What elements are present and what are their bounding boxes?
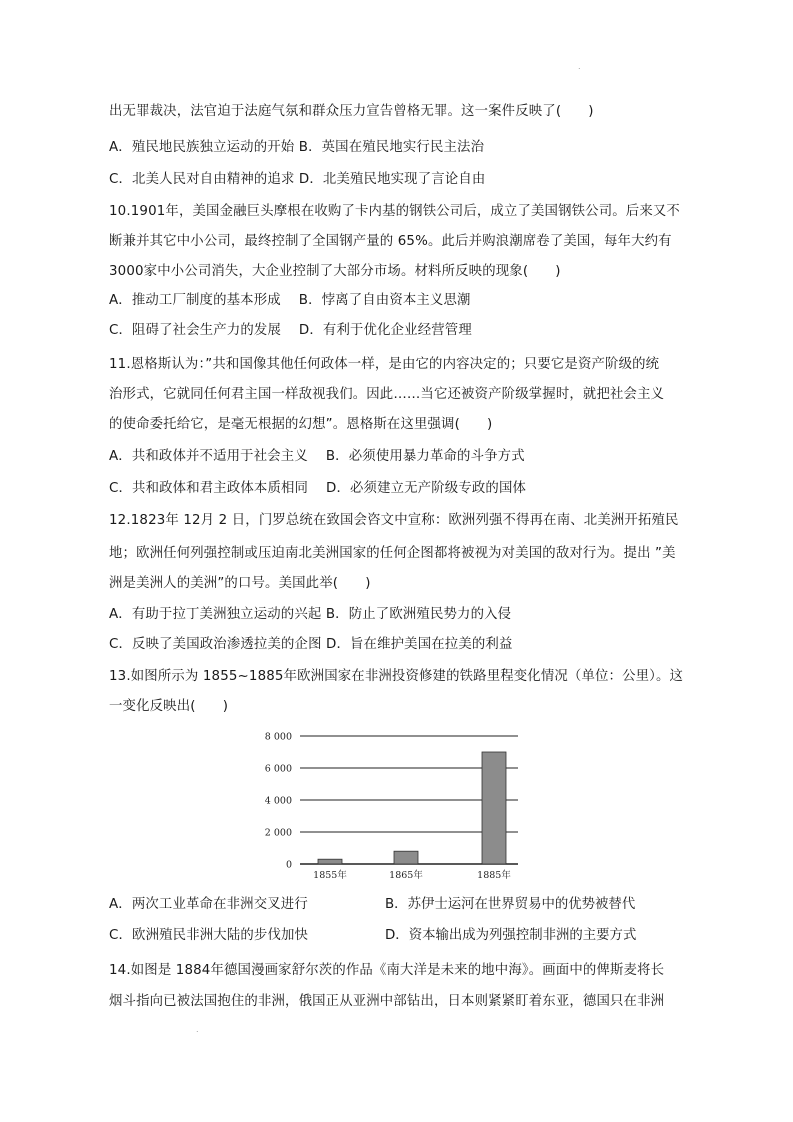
bar-1855年 (318, 859, 342, 864)
scan-mark-top: . (578, 62, 581, 71)
bar-1865年 (394, 851, 418, 864)
x-tick-label: 1865年 (389, 870, 423, 881)
q11-stem-line3: 的使命委托给它，是毫无根据的幻想”。恩格斯在这里强调( ) (109, 417, 493, 432)
q10-options-ab: A．推动工厂制度的基本形成 B．悖离了自由资本主义思潮 (109, 293, 471, 308)
y-tick-label: 8 000 (264, 731, 292, 743)
q11-options-ab: A．共和政体并不适用于社会主义 B．必须使用暴力革命的斗争方式 (109, 449, 525, 464)
x-tick-label: 1855年 (313, 870, 347, 881)
q11-stem-line2: 治形式，它就同任何君主国一样敌视我们。因此……当它还被资产阶级掌握时，就把社会主义 (109, 387, 665, 402)
q10-options-cd: C．阻碍了社会生产力的发展 D．有利于优化企业经营管理 (109, 323, 472, 338)
q12-stem-line3: 洲是美洲人的美洲”的口号。美国此举( ) (109, 576, 371, 591)
y-tick-label: 2 000 (264, 827, 292, 839)
q8-options-cd: C．北美人民对自由精神的追求 D．北美殖民地实现了言论自由 (109, 172, 486, 187)
q11-stem-line1: 11.恩格斯认为：”共和国像其他任何政体一样，是由它的内容决定的；只要它是资产阶级的统 (109, 357, 660, 372)
q10-stem-line2: 断兼并其它中小公司，最终控制了全国钢产量的 65%。此后并购浪潮席卷了美国，每年大约有 (109, 234, 672, 249)
railway-mileage-bar-chart (250, 726, 540, 886)
q12-stem-line1: 12.1823年 12月 2 日，门罗总统在致国会咨文中宣称：欧洲列强不得再在南、北美洲开拓殖民 (109, 513, 679, 528)
scan-mark-bottom: . (196, 1025, 199, 1034)
q11-options-cd: C．共和政体和君主政体本质相同 D．必须建立无产阶级专政的国体 (109, 481, 527, 496)
chart-x-tick-labels (313, 869, 511, 881)
bar-1885年 (482, 752, 506, 864)
q13-stem-line2: 一变化反映出( ) (109, 699, 229, 714)
q8-options-ab: A．殖民地民族独立运动的开始 B．英国在殖民地实行民主法治 (109, 140, 485, 155)
q14-stem-line1: 14.如图是 1884年德国漫画家舒尔茨的作品《南大洋是未来的地中海》。画面中的俾斯麦将长 (109, 963, 665, 978)
y-tick-label: 6 000 (264, 763, 292, 775)
chart-bars (318, 752, 506, 864)
q13-stem-line1: 13.如图所示为 1855~1885年欧洲国家在非洲投资修建的铁路里程变化情况（单位：公里）。这 (109, 669, 684, 684)
y-tick-label: 4 000 (264, 795, 292, 807)
q8-continuation: 出无罪裁决，法官迫于法庭气氛和群众压力宣告曾格无罪。这一案件反映了( ) (109, 104, 594, 119)
q10-stem-line3: 3000家中小公司消失，大企业控制了大部分市场。材料所反映的现象( ) (109, 264, 561, 279)
q12-options-cd: C．反映了美国政治渗透拉美的企图 D．旨在维护美国在拉美的利益 (109, 637, 513, 652)
x-tick-label: 1885年 (477, 870, 511, 881)
y-tick-label: 0 (285, 859, 292, 871)
q13-option-d: D．资本输出成为列强控制非洲的主要方式 (385, 928, 637, 943)
q13-option-c: C．欧洲殖民非洲大陆的步伐加快 (109, 928, 309, 943)
q14-stem-line2: 烟斗指向已被法国抱住的非洲，俄国正从亚洲中部钻出，日本则紧紧盯着东亚，德国只在非洲 (109, 994, 665, 1009)
q13-option-a: A．两次工业革命在非洲交叉进行 (109, 897, 308, 912)
q12-stem-line2: 地；欧洲任何列强控制或压迫南北美洲国家的任何企图都将被视为对美国的敌对行为。提出 ”美 (109, 546, 676, 561)
chart-y-tick-labels (265, 732, 292, 871)
q10-stem-line1: 10.1901年，美国金融巨头摩根在收购了卡内基的钢铁公司后，成立了美国钢铁公司。后来又不 (109, 204, 680, 219)
q12-options-ab: A．有助于拉丁美洲独立运动的兴起 B．防止了欧洲殖民势力的入侵 (109, 607, 512, 622)
q13-option-b: B．苏伊士运河在世界贸易中的优势被替代 (385, 897, 636, 912)
